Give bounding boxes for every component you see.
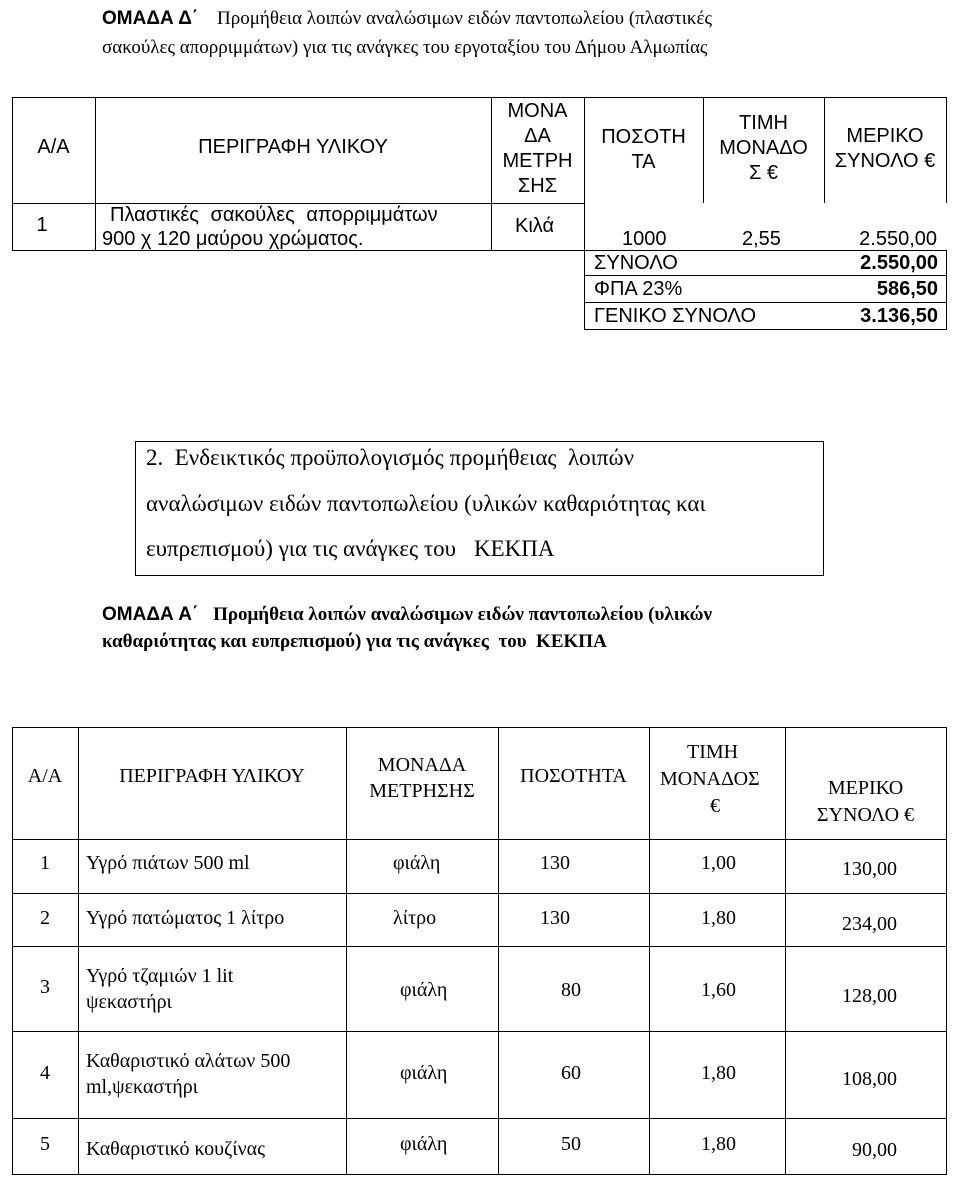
group-d-label: ΟΜΑΔΑ Δ΄ [102, 8, 199, 29]
a-row-qty: 130 [540, 907, 570, 929]
d-total-label: ΣΥΝΟΛΟ [594, 252, 678, 274]
a-header-qty: ΠΟΣΟΤΗΤΑ [520, 765, 627, 787]
d-row-desc: Πλαστικές σακούλες απορριμμάτων 900 χ 120 μαύρου χρώματος. [102, 204, 438, 250]
a-row-unit: λίτρο [393, 907, 437, 929]
d-row-price: 2,55 [742, 228, 781, 250]
a-row-qty: 50 [561, 1133, 581, 1155]
a-row-price: 1,80 [701, 907, 736, 929]
d-total-value: 2.550,00 [860, 252, 938, 274]
a-row-price: 1,60 [701, 979, 736, 1001]
a-header-subtotal: ΜΕΡΙΚΟ ΣΥΝΟΛΟ € [816, 777, 915, 826]
a-row-subtotal: 90,00 [852, 1139, 897, 1161]
a-row-price: 1,80 [701, 1062, 736, 1084]
a-row-qty: 80 [561, 979, 581, 1001]
a-row-desc: Καθαριστικό κουζίνας [86, 1138, 266, 1160]
group-a-label: ΟΜΑΔΑ Α΄ [102, 604, 199, 625]
d-header-subtotal: ΜΕΡΙΚΟ ΣΥΝΟΛΟ € [834, 125, 936, 172]
a-row-unit: φιάλη [393, 852, 441, 874]
a-row-price: 1,80 [701, 1133, 736, 1155]
section2-line1: 2. Ενδεικτικός προϋπολογισμός προμήθειας λοιπών [146, 445, 634, 470]
d-row-subtotal: 2.550,00 [859, 228, 937, 250]
a-row-desc: Καθαριστικό αλάτων 500 ml,ψεκαστήρι [86, 1050, 291, 1098]
group-a-heading: ΟΜΑΔΑ Α΄ Προμήθεια λοιπών αναλώσιμων ειδών παντοπωλείου (υλικών καθαριότητας και ευπρεπισμού) για τις ανάγκες του ΚΕΚΠΑ [102, 601, 942, 655]
group-a-title-line2: καθαριότητας και ευπρεπισμού) για τις ανάγκες του ΚΕΚΠΑ [102, 631, 607, 652]
section2-line2: αναλώσιμων ειδών παντοπωλείου (υλικών καθαριότητας και [146, 491, 706, 516]
a-row-qty: 60 [561, 1062, 581, 1084]
a-row-aa: 3 [40, 976, 50, 998]
section2-line3: ευπρεπισμού) για τις ανάγκες του ΚΕΚΠΑ [146, 536, 555, 561]
a-row-price: 1,00 [701, 852, 736, 874]
a-header-aa: Α/Α [27, 765, 63, 787]
a-row-subtotal: 130,00 [842, 858, 897, 880]
a-row-subtotal: 128,00 [842, 985, 897, 1007]
a-row-qty: 130 [540, 852, 570, 874]
a-row-aa: 1 [40, 852, 50, 874]
d-header-qty: ΠΟΣΟΤΗ ΤΑ [601, 126, 686, 173]
d-header-price: ΤΙΜΗ ΜΟΝΑΔΟ Σ € [719, 112, 808, 184]
d-header-desc: ΠΕΡΙΓΡΑΦΗ ΥΛΙΚΟΥ [198, 136, 388, 158]
a-row-subtotal: 234,00 [842, 913, 897, 935]
a-row-aa: 5 [40, 1133, 50, 1155]
a-row-aa: 4 [40, 1062, 50, 1084]
a-row-unit: φιάλη [400, 1062, 448, 1084]
a-row-subtotal: 108,00 [842, 1068, 897, 1090]
a-row-aa: 2 [40, 907, 50, 929]
a-row-unit: φιάλη [400, 1133, 448, 1155]
a-header-price: ΤΙΜΗ ΜΟΝΑΔΟΣ € [660, 741, 760, 817]
a-row-unit: φιάλη [400, 979, 448, 1001]
a-row-desc: Υγρό τζαμιών 1 lit ψεκαστήρι [86, 965, 234, 1013]
d-row-unit: Κιλά [515, 215, 555, 237]
d-row-qty: 1000 [622, 228, 667, 250]
a-header-unit: ΜΟΝΑΔΑ ΜΕΤΡΗΣΗΣ [369, 754, 475, 802]
d-vat-label: ΦΠΑ 23% [594, 278, 683, 300]
d-header-aa: Α/Α [37, 136, 70, 158]
d-vat-value: 586,50 [876, 278, 938, 300]
group-d-title-line1: ΟΜΑΔΑ Δ΄ Προμήθεια λοιπών αναλώσιμων ειδών παντοπωλείου (πλαστικές [102, 8, 712, 29]
d-grand-total-value: 3.136,50 [860, 305, 938, 327]
group-d-title-line2: σακούλες απορριμμάτων) για τις ανάγκες του εργοταξίου του Δήμου Αλμωπίας [102, 37, 708, 58]
d-grand-total-label: ΓΕΝΙΚΟ ΣΥΝΟΛΟ [594, 305, 757, 327]
a-header-desc: ΠΕΡΙΓΡΑΦΗ ΥΛΙΚΟΥ [119, 765, 305, 787]
d-row-aa: 1 [36, 214, 48, 236]
a-row-desc: Υγρό πιάτων 500 ml [86, 852, 250, 874]
d-header-unit: ΜΟΝΑ ΔΑ ΜΕΤΡΗ ΣΗΣ [502, 100, 573, 197]
a-row-desc: Υγρό πατώματος 1 λίτρο [86, 907, 285, 929]
